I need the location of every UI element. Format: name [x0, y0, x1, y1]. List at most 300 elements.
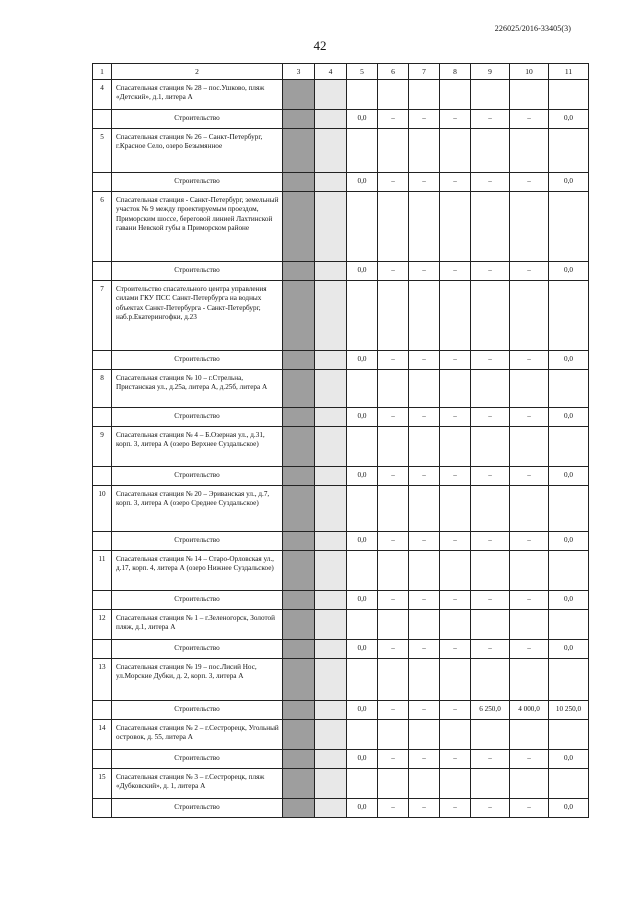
work-type: Строительство: [112, 408, 283, 427]
empty-cell: [549, 720, 589, 750]
empty-cell: [471, 720, 510, 750]
empty-cell: [315, 192, 347, 262]
empty-cell: [471, 80, 510, 110]
object-row: [93, 551, 589, 591]
empty-cell: [378, 281, 409, 351]
construction-row: [93, 750, 589, 769]
empty-cell: [283, 110, 315, 129]
empty-cell: [510, 129, 549, 173]
work-type: Строительство: [112, 351, 283, 370]
column-header: 1: [93, 64, 112, 80]
empty-cell: [93, 351, 112, 370]
empty-cell: [347, 129, 378, 173]
dash-cell: –: [440, 799, 471, 818]
row-number: 13: [93, 659, 112, 701]
construction-row: [93, 110, 589, 129]
empty-cell: [93, 640, 112, 659]
empty-cell: [93, 467, 112, 486]
dash-cell: –: [409, 262, 440, 281]
empty-cell: [93, 532, 112, 551]
empty-cell: [315, 720, 347, 750]
empty-cell: [549, 281, 589, 351]
object-name: Спасательная станция № 1 – г.Зеленогорск, Золотой пляж, д.1, литера А: [112, 610, 283, 640]
column-header: 9: [471, 64, 510, 80]
empty-cell: [510, 486, 549, 532]
value-col5: 0,0: [347, 110, 378, 129]
value-col9: –: [471, 750, 510, 769]
dash-cell: –: [378, 173, 409, 192]
construction-row: [93, 262, 589, 281]
object-row: [93, 610, 589, 640]
empty-cell: [347, 486, 378, 532]
object-name: Спасательная станция № 28 – пос.Ушково, пляж «Детский», д.1, литера А: [112, 80, 283, 110]
value-col11: 0,0: [549, 799, 589, 818]
empty-cell: [471, 486, 510, 532]
empty-cell: [283, 750, 315, 769]
empty-cell: [283, 720, 315, 750]
empty-cell: [471, 551, 510, 591]
empty-cell: [510, 551, 549, 591]
empty-cell: [93, 701, 112, 720]
object-name: Спасательная станция № 10 – г.Стрельна, Пристанская ул., д.25а, литера А, д.25б, литера А: [112, 370, 283, 408]
dash-cell: –: [378, 750, 409, 769]
value-col11: 0,0: [549, 262, 589, 281]
row-number: 8: [93, 370, 112, 408]
work-type: Строительство: [112, 262, 283, 281]
empty-cell: [315, 281, 347, 351]
value-col9: –: [471, 532, 510, 551]
dash-cell: –: [409, 640, 440, 659]
value-col11: 0,0: [549, 591, 589, 610]
empty-cell: [283, 769, 315, 799]
value-col10: –: [510, 799, 549, 818]
value-col11: 0,0: [549, 532, 589, 551]
value-col9: –: [471, 173, 510, 192]
value-col5: 0,0: [347, 640, 378, 659]
construction-row: [93, 591, 589, 610]
value-col5: 0,0: [347, 408, 378, 427]
value-col10: –: [510, 408, 549, 427]
value-col9: –: [471, 799, 510, 818]
empty-cell: [347, 769, 378, 799]
object-name: Строительство спасательного центра управления силами ГКУ ПСС Санкт-Петербурга на водных объектах Санкт-Петербурга - Санкт-Петербург, наб.р.Екатерингофки, д.23: [112, 281, 283, 351]
value-col10: –: [510, 110, 549, 129]
empty-cell: [347, 720, 378, 750]
empty-cell: [347, 659, 378, 701]
empty-cell: [378, 610, 409, 640]
value-col11: 0,0: [549, 351, 589, 370]
dash-cell: –: [409, 750, 440, 769]
table-header-row: [93, 64, 589, 80]
empty-cell: [378, 486, 409, 532]
empty-cell: [283, 427, 315, 467]
value-col10: –: [510, 351, 549, 370]
value-col5: 0,0: [347, 351, 378, 370]
dash-cell: –: [378, 591, 409, 610]
dash-cell: –: [440, 262, 471, 281]
work-type: Строительство: [112, 532, 283, 551]
empty-cell: [378, 192, 409, 262]
work-type: Строительство: [112, 799, 283, 818]
column-header: 10: [510, 64, 549, 80]
empty-cell: [347, 610, 378, 640]
dash-cell: –: [440, 351, 471, 370]
dash-cell: –: [378, 110, 409, 129]
document-id: 226025/2016-33405(3): [494, 24, 571, 33]
empty-cell: [283, 129, 315, 173]
value-col9: –: [471, 351, 510, 370]
empty-cell: [471, 129, 510, 173]
empty-cell: [347, 370, 378, 408]
empty-cell: [283, 701, 315, 720]
empty-cell: [93, 262, 112, 281]
empty-cell: [440, 129, 471, 173]
value-col9: –: [471, 591, 510, 610]
empty-cell: [549, 80, 589, 110]
empty-cell: [315, 427, 347, 467]
empty-cell: [510, 427, 549, 467]
empty-cell: [283, 351, 315, 370]
object-row: [93, 486, 589, 532]
value-col11: 0,0: [549, 173, 589, 192]
empty-cell: [471, 769, 510, 799]
empty-cell: [440, 370, 471, 408]
empty-cell: [347, 551, 378, 591]
empty-cell: [440, 80, 471, 110]
column-header: 8: [440, 64, 471, 80]
empty-cell: [283, 551, 315, 591]
object-name: Спасательная станция № 20 – Эриванская ул., д.7, корп. 3, литера А (озеро Среднее Суздальское): [112, 486, 283, 532]
construction-row: [93, 701, 589, 720]
work-type: Строительство: [112, 467, 283, 486]
empty-cell: [315, 467, 347, 486]
value-col11: 0,0: [549, 110, 589, 129]
object-row: [93, 769, 589, 799]
empty-cell: [409, 659, 440, 701]
value-col11: 10 250,0: [549, 701, 589, 720]
value-col5: 0,0: [347, 262, 378, 281]
dash-cell: –: [440, 408, 471, 427]
value-col11: 0,0: [549, 467, 589, 486]
work-type: Строительство: [112, 701, 283, 720]
empty-cell: [283, 281, 315, 351]
empty-cell: [378, 427, 409, 467]
empty-cell: [315, 591, 347, 610]
empty-cell: [510, 281, 549, 351]
empty-cell: [315, 262, 347, 281]
empty-cell: [315, 659, 347, 701]
empty-cell: [378, 769, 409, 799]
row-number: 5: [93, 129, 112, 173]
empty-cell: [347, 281, 378, 351]
dash-cell: –: [378, 408, 409, 427]
column-header: 7: [409, 64, 440, 80]
empty-cell: [409, 610, 440, 640]
value-col9: –: [471, 262, 510, 281]
page-number: 42: [313, 38, 327, 53]
empty-cell: [283, 370, 315, 408]
dash-cell: –: [378, 532, 409, 551]
empty-cell: [315, 370, 347, 408]
empty-cell: [440, 769, 471, 799]
dash-cell: –: [409, 351, 440, 370]
empty-cell: [440, 427, 471, 467]
empty-cell: [378, 551, 409, 591]
construction-row: [93, 532, 589, 551]
empty-cell: [315, 610, 347, 640]
empty-cell: [283, 659, 315, 701]
empty-cell: [283, 591, 315, 610]
work-type: Строительство: [112, 173, 283, 192]
empty-cell: [409, 769, 440, 799]
empty-cell: [347, 80, 378, 110]
empty-cell: [283, 532, 315, 551]
value-col11: 0,0: [549, 640, 589, 659]
value-col9: –: [471, 110, 510, 129]
empty-cell: [510, 610, 549, 640]
construction-row: [93, 173, 589, 192]
row-number: 4: [93, 80, 112, 110]
dash-cell: –: [409, 110, 440, 129]
value-col9: 6 250,0: [471, 701, 510, 720]
empty-cell: [283, 610, 315, 640]
row-number: 14: [93, 720, 112, 750]
empty-cell: [549, 659, 589, 701]
object-row: [93, 427, 589, 467]
empty-cell: [283, 486, 315, 532]
dash-cell: –: [440, 467, 471, 486]
estimate-table: [92, 63, 589, 818]
empty-cell: [409, 281, 440, 351]
object-row: [93, 129, 589, 173]
column-header: 3: [283, 64, 315, 80]
dash-cell: –: [378, 351, 409, 370]
construction-row: [93, 351, 589, 370]
column-header: 2: [112, 64, 283, 80]
empty-cell: [471, 281, 510, 351]
row-number: 7: [93, 281, 112, 351]
empty-cell: [440, 659, 471, 701]
empty-cell: [283, 262, 315, 281]
dash-cell: –: [378, 467, 409, 486]
object-name: Спасательная станция № 4 – Б.Озерная ул., д.31, корп. 3, литера А (озеро Верхнее Суздальское): [112, 427, 283, 467]
row-number: 15: [93, 769, 112, 799]
dash-cell: –: [440, 640, 471, 659]
row-number: 6: [93, 192, 112, 262]
empty-cell: [93, 110, 112, 129]
empty-cell: [93, 799, 112, 818]
empty-cell: [283, 640, 315, 659]
empty-cell: [315, 532, 347, 551]
empty-cell: [378, 659, 409, 701]
dash-cell: –: [440, 110, 471, 129]
object-row: [93, 659, 589, 701]
work-type: Строительство: [112, 750, 283, 769]
value-col10: –: [510, 750, 549, 769]
empty-cell: [315, 750, 347, 769]
empty-cell: [283, 192, 315, 262]
dash-cell: –: [440, 750, 471, 769]
row-number: 11: [93, 551, 112, 591]
empty-cell: [440, 281, 471, 351]
object-name: Спасательная станция - Санкт-Петербург, земельный участок № 9 между проектируемым проездом, Приморским шоссе, береговой линией Лахтинской гавани Невской губы в Приморском районе: [112, 192, 283, 262]
dash-cell: –: [378, 701, 409, 720]
value-col10: –: [510, 173, 549, 192]
empty-cell: [409, 427, 440, 467]
empty-cell: [549, 427, 589, 467]
empty-cell: [471, 192, 510, 262]
row-number: 10: [93, 486, 112, 532]
empty-cell: [440, 610, 471, 640]
empty-cell: [510, 192, 549, 262]
construction-row: [93, 640, 589, 659]
object-name: Спасательная станция № 14 – Старо-Орловская ул., д.17, корп. 4, литера А (озеро Нижнее Суздальское): [112, 551, 283, 591]
dash-cell: –: [409, 799, 440, 818]
dash-cell: –: [440, 701, 471, 720]
empty-cell: [409, 551, 440, 591]
object-row: [93, 80, 589, 110]
empty-cell: [510, 80, 549, 110]
dash-cell: –: [409, 408, 440, 427]
value-col5: 0,0: [347, 173, 378, 192]
empty-cell: [93, 750, 112, 769]
object-name: Спасательная станция № 19 – пос.Лисий Нос, ул.Морские Дубки, д. 2, корп. 3, литера А: [112, 659, 283, 701]
empty-cell: [315, 129, 347, 173]
column-header: 11: [549, 64, 589, 80]
empty-cell: [315, 110, 347, 129]
empty-cell: [93, 173, 112, 192]
empty-cell: [549, 370, 589, 408]
empty-cell: [440, 720, 471, 750]
empty-cell: [315, 551, 347, 591]
value-col10: –: [510, 591, 549, 610]
empty-cell: [549, 129, 589, 173]
value-col9: –: [471, 408, 510, 427]
empty-cell: [471, 659, 510, 701]
empty-cell: [471, 610, 510, 640]
work-type: Строительство: [112, 591, 283, 610]
empty-cell: [510, 720, 549, 750]
empty-cell: [440, 486, 471, 532]
dash-cell: –: [409, 467, 440, 486]
dash-cell: –: [440, 591, 471, 610]
dash-cell: –: [378, 262, 409, 281]
row-number: 12: [93, 610, 112, 640]
empty-cell: [409, 192, 440, 262]
column-header: 4: [315, 64, 347, 80]
empty-cell: [471, 370, 510, 408]
value-col10: 4 000,0: [510, 701, 549, 720]
empty-cell: [471, 427, 510, 467]
empty-cell: [283, 408, 315, 427]
construction-row: [93, 408, 589, 427]
empty-cell: [315, 486, 347, 532]
empty-cell: [378, 720, 409, 750]
object-name: Спасательная станция № 26 – Санкт-Петербург, г.Красное Село, озеро Безымянное: [112, 129, 283, 173]
value-col11: 0,0: [549, 408, 589, 427]
empty-cell: [378, 370, 409, 408]
empty-cell: [378, 80, 409, 110]
empty-cell: [283, 467, 315, 486]
empty-cell: [440, 551, 471, 591]
value-col10: –: [510, 640, 549, 659]
empty-cell: [549, 769, 589, 799]
object-row: [93, 720, 589, 750]
column-header: 5: [347, 64, 378, 80]
empty-cell: [347, 192, 378, 262]
value-col10: –: [510, 467, 549, 486]
empty-cell: [549, 486, 589, 532]
empty-cell: [409, 370, 440, 408]
dash-cell: –: [378, 799, 409, 818]
object-row: [93, 370, 589, 408]
empty-cell: [510, 659, 549, 701]
empty-cell: [409, 129, 440, 173]
column-header: 6: [378, 64, 409, 80]
empty-cell: [549, 192, 589, 262]
empty-cell: [510, 370, 549, 408]
value-col5: 0,0: [347, 799, 378, 818]
value-col11: 0,0: [549, 750, 589, 769]
empty-cell: [283, 799, 315, 818]
value-col10: –: [510, 532, 549, 551]
empty-cell: [315, 769, 347, 799]
value-col9: –: [471, 640, 510, 659]
value-col9: –: [471, 467, 510, 486]
value-col5: 0,0: [347, 591, 378, 610]
empty-cell: [283, 80, 315, 110]
dash-cell: –: [409, 591, 440, 610]
work-type: Строительство: [112, 640, 283, 659]
value-col10: –: [510, 262, 549, 281]
empty-cell: [549, 551, 589, 591]
dash-cell: –: [378, 640, 409, 659]
row-number: 9: [93, 427, 112, 467]
empty-cell: [315, 640, 347, 659]
work-type: Строительство: [112, 110, 283, 129]
empty-cell: [315, 701, 347, 720]
dash-cell: –: [440, 173, 471, 192]
construction-row: [93, 799, 589, 818]
dash-cell: –: [440, 532, 471, 551]
value-col5: 0,0: [347, 467, 378, 486]
empty-cell: [93, 408, 112, 427]
empty-cell: [378, 129, 409, 173]
object-name: Спасательная станция № 3 – г.Сестрорецк, пляж «Дубковский», д. 1, литера А: [112, 769, 283, 799]
dash-cell: –: [409, 532, 440, 551]
empty-cell: [409, 80, 440, 110]
object-name: Спасательная станция № 2 – г.Сестрорецк, Угольный островок, д. 55, литера А: [112, 720, 283, 750]
value-col5: 0,0: [347, 750, 378, 769]
empty-cell: [409, 486, 440, 532]
construction-row: [93, 467, 589, 486]
empty-cell: [409, 720, 440, 750]
dash-cell: –: [409, 701, 440, 720]
empty-cell: [315, 799, 347, 818]
empty-cell: [93, 591, 112, 610]
empty-cell: [510, 769, 549, 799]
dash-cell: –: [409, 173, 440, 192]
empty-cell: [283, 173, 315, 192]
empty-cell: [315, 351, 347, 370]
value-col5: 0,0: [347, 532, 378, 551]
value-col5: 0,0: [347, 701, 378, 720]
empty-cell: [315, 80, 347, 110]
empty-cell: [315, 173, 347, 192]
object-row: [93, 192, 589, 262]
empty-cell: [315, 408, 347, 427]
empty-cell: [549, 610, 589, 640]
